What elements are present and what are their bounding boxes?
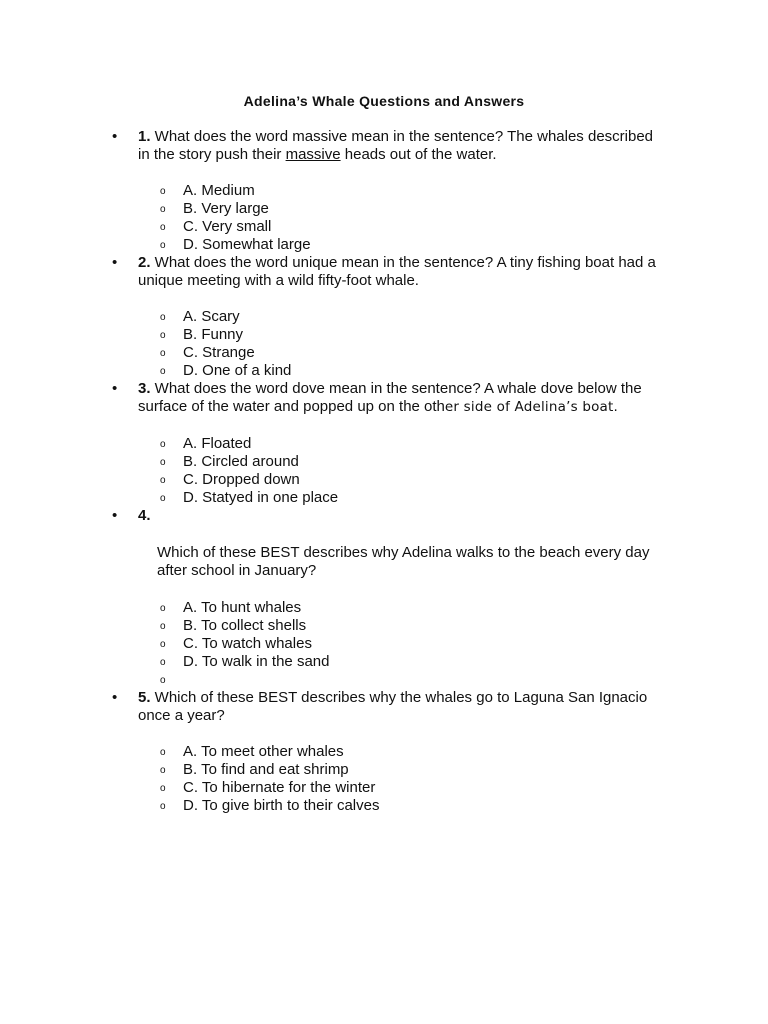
- option-marker-icon: o: [160, 439, 166, 450]
- option-text: D. One of a kind: [183, 362, 292, 379]
- option-text: C. To hibernate for the winter: [183, 779, 376, 796]
- question-stem: What does the word unique mean in the sentence? A tiny fishing boat had a unique meeting with a wild fifty-foot whale.: [138, 254, 656, 289]
- question-text: [138, 507, 668, 525]
- answer-options-4: [0, 599, 768, 689]
- question-text: [138, 689, 668, 725]
- answer-option: [0, 599, 768, 617]
- option-marker-icon: o: [160, 675, 166, 686]
- option-marker-icon: o: [160, 240, 166, 251]
- underlined-word: massive: [285, 146, 341, 163]
- option-marker-icon: o: [160, 312, 166, 323]
- option-marker-icon: o: [160, 457, 166, 468]
- option-text: D. Statyed in one place: [183, 489, 339, 506]
- answer-option: [0, 326, 768, 344]
- answer-option: [0, 308, 768, 326]
- bullet-icon: •: [112, 689, 118, 706]
- answer-option: [0, 653, 768, 671]
- option-text: B. Very large: [183, 200, 269, 217]
- answer-option: [0, 779, 768, 797]
- answer-option: [0, 453, 768, 471]
- answer-options-5: [0, 743, 768, 815]
- question-number: 3.: [138, 380, 151, 397]
- answer-option: [0, 362, 768, 380]
- option-text: C. Very small: [183, 218, 272, 235]
- option-text: D. To walk in the sand: [183, 653, 330, 670]
- question-stem-end: heads out of the water.: [340, 146, 497, 163]
- option-marker-icon: o: [160, 204, 166, 215]
- option-marker-icon: o: [160, 222, 166, 233]
- bullet-icon: •: [112, 128, 118, 145]
- option-text: B. Circled around: [183, 453, 299, 470]
- answer-option: [0, 218, 768, 236]
- answer-option: [0, 435, 768, 453]
- option-text: D. Somewhat large: [183, 236, 311, 253]
- option-marker-icon: o: [160, 330, 166, 341]
- option-marker-icon: o: [160, 621, 166, 632]
- answer-option: [0, 182, 768, 200]
- bullet-icon: •: [112, 507, 118, 524]
- option-marker-icon: o: [160, 603, 166, 614]
- option-marker-icon: o: [160, 657, 166, 668]
- option-marker-icon: o: [160, 366, 166, 377]
- option-marker-icon: o: [160, 783, 166, 794]
- question-text: [138, 128, 668, 164]
- bullet-icon: •: [112, 380, 118, 397]
- answer-options-3: [0, 435, 768, 507]
- option-marker-icon: o: [160, 747, 166, 758]
- option-text: C. Strange: [183, 344, 255, 361]
- document-title: Adelina’s Whale Questions and Answers: [243, 93, 525, 109]
- option-marker-icon: o: [160, 186, 166, 197]
- answer-option: [0, 761, 768, 779]
- question-text: [138, 254, 668, 290]
- question-number: 5.: [138, 689, 151, 706]
- question-stem: What does the word dove mean in the sentence? A whale dove below the surface of the water and popped up on the oth: [138, 380, 642, 415]
- option-text: A. Floated: [183, 435, 252, 452]
- option-text: A. Scary: [183, 308, 240, 325]
- answer-option: [0, 344, 768, 362]
- option-text: B. Funny: [183, 326, 244, 343]
- option-text: A. To hunt whales: [183, 599, 302, 616]
- answer-option: [0, 617, 768, 635]
- option-marker-icon: o: [160, 801, 166, 812]
- answer-option: [0, 635, 768, 653]
- answer-options-1: [0, 182, 768, 254]
- question-text: [138, 380, 668, 416]
- answer-option: [0, 471, 768, 489]
- option-marker-icon: o: [160, 493, 166, 504]
- option-text: C. To watch whales: [183, 635, 312, 652]
- question-number: 4.: [138, 507, 151, 524]
- answer-option: [0, 489, 768, 507]
- option-text: D. To give birth to their calves: [183, 797, 380, 814]
- question-stem: What does the word massive mean in the sentence? The whales described in the story push their: [138, 128, 654, 163]
- answer-options-2: [0, 308, 768, 380]
- question-4-prompt: Which of these BEST describes why Adelina walks to the beach every day after school in January?: [157, 544, 650, 579]
- answer-option-empty: [0, 671, 768, 689]
- question-stem: Which of these BEST describes why the whales go to Laguna San Ignacio once a year?: [138, 689, 648, 724]
- question-number: 2.: [138, 254, 151, 271]
- option-marker-icon: o: [160, 765, 166, 776]
- option-text: B. To collect shells: [183, 617, 307, 634]
- answer-option: [0, 236, 768, 254]
- answer-option: [0, 797, 768, 815]
- answer-option: [0, 200, 768, 218]
- option-text: C. Dropped down: [183, 471, 300, 488]
- question-stem-end: er side of Adelina’s boat.: [444, 399, 619, 415]
- option-marker-icon: o: [160, 475, 166, 486]
- option-marker-icon: o: [160, 348, 166, 359]
- option-text: B. To find and eat shrimp: [183, 761, 349, 778]
- option-marker-icon: o: [160, 639, 166, 650]
- option-text: A. To meet other whales: [183, 743, 344, 760]
- answer-option: [0, 743, 768, 761]
- bullet-icon: •: [112, 254, 118, 271]
- option-text: A. Medium: [183, 182, 255, 199]
- question-number: 1.: [138, 128, 151, 145]
